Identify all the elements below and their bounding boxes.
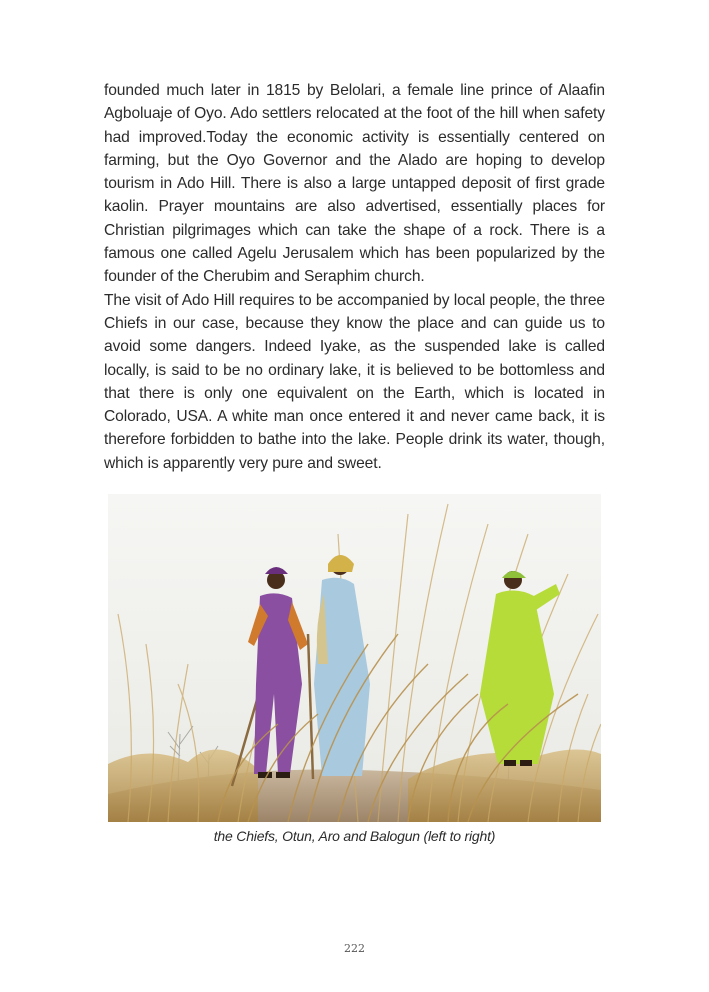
chiefs-photo <box>108 494 601 822</box>
figure-caption: the Chiefs, Otun, Aro and Balogun (left to right) <box>213 828 496 844</box>
photo-illustration <box>108 494 601 822</box>
paragraph-1: founded much later in 1815 by Belolari, a female line prince of Alaafin Agboluaje of Oyo. Ado settlers relocated at the foot of the hill when safety had improved.Today the economic activity is essentially centered on farming, but the Oyo Governor and the Alado are hoping to develop tourism in Ado Hill. There is also a large untapped deposit of first grade kaolin. Prayer mountains are also advertised, essentially places for Christian pilgrimages which can take the shape of a rock. There is a famous one called Agelu Jerusalem which has been popularized by the founder of the Cherubim and Seraphim church. <box>104 82 605 286</box>
body-text <box>104 79 605 475</box>
page-number: 222 <box>344 942 365 955</box>
paragraph-2: The visit of Ado Hill requires to be accompanied by local people, the three Chiefs in our case, because they know the place and can guide us to avoid some dangers. Indeed Iyake, as the suspended lake is called locally, is said to be no ordinary lake, it is believed to be bottomless and that there is only one equivalent on the Earth, which is located in Colorado, USA. A white man once entered it and never came back, it is therefore forbidden to bathe into the lake. People drink its water, though, which is apparently very pure and sweet. <box>104 291 605 472</box>
